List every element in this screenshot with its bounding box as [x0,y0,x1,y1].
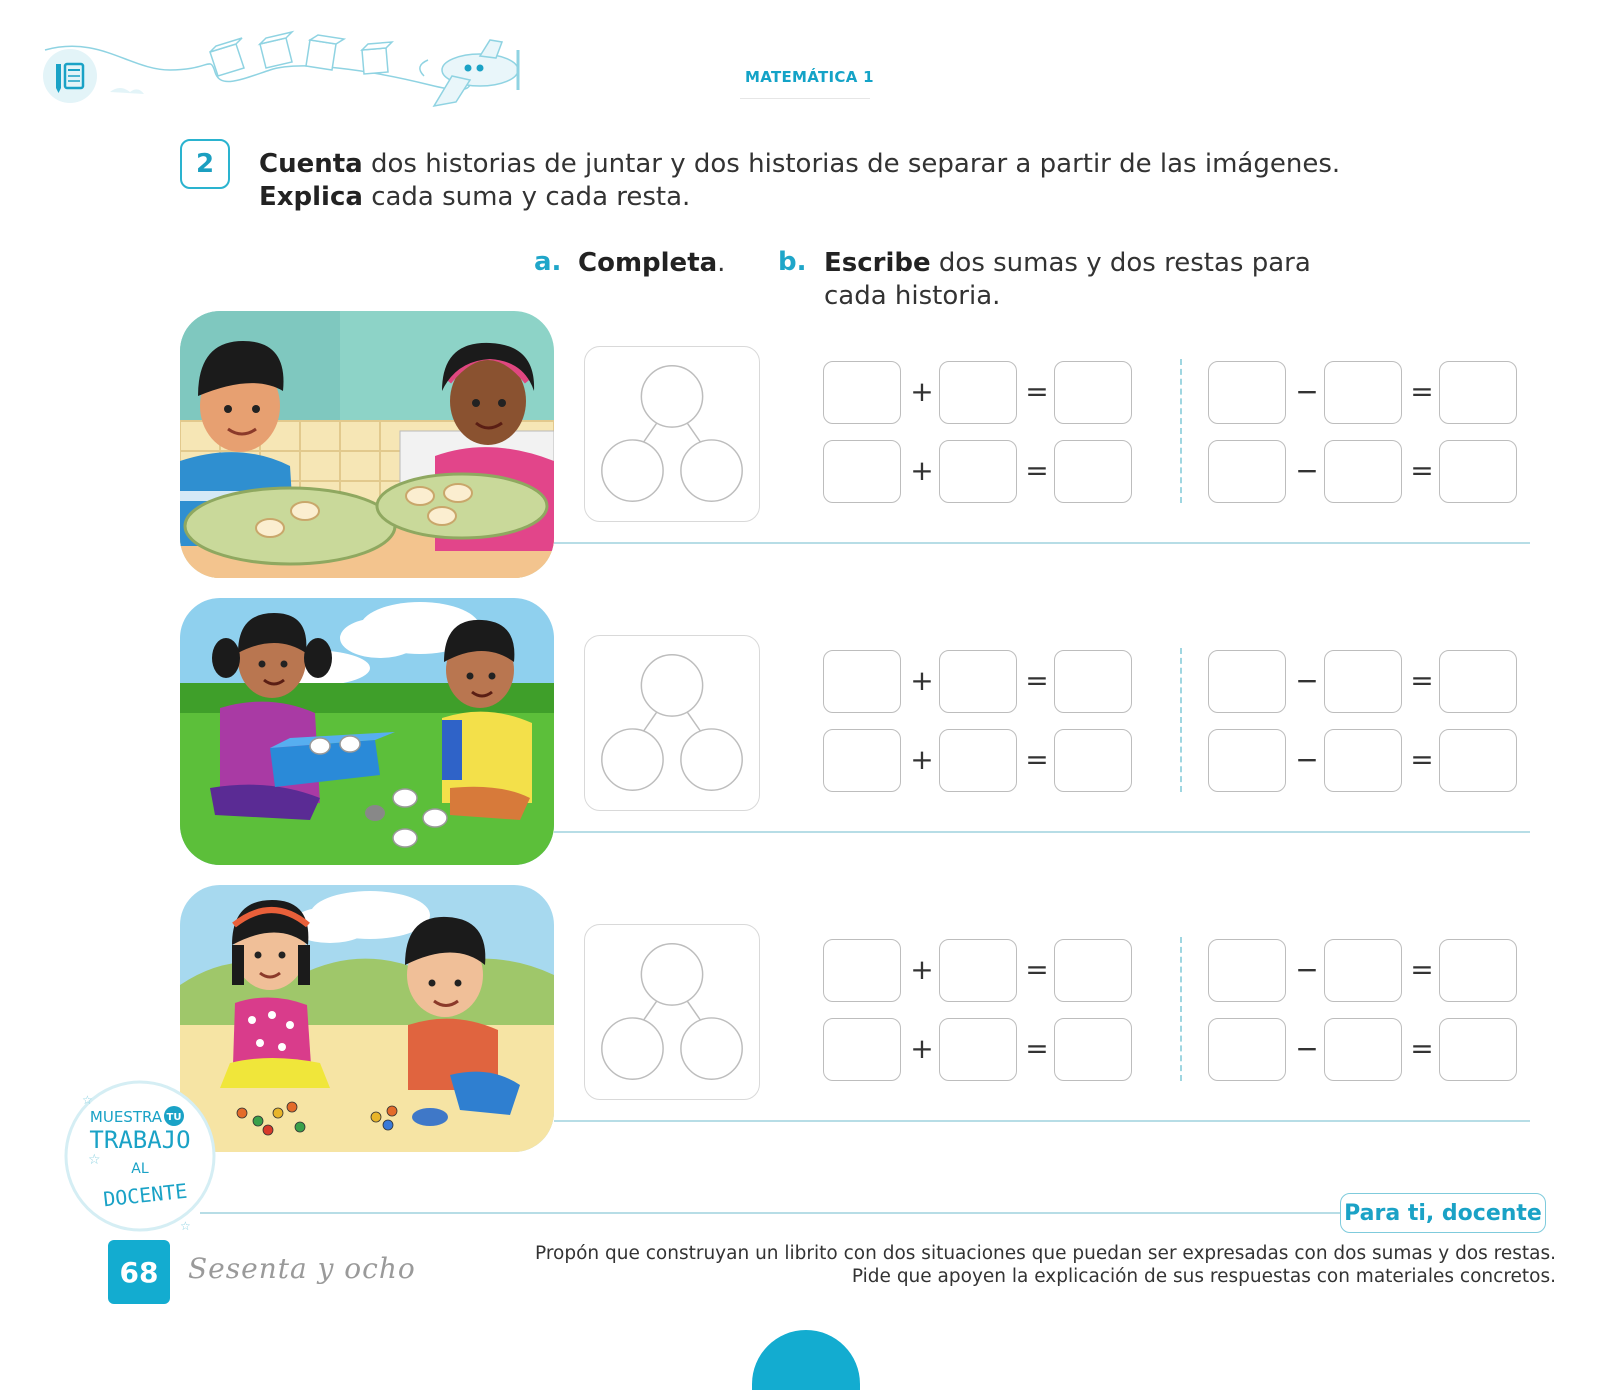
answer-box[interactable] [823,650,901,713]
equals-sign: = [1025,375,1049,408]
task-number: 2 [180,139,230,189]
equals-sign: = [1410,454,1434,487]
answer-box[interactable] [1324,939,1402,1002]
equals-sign: = [1025,953,1049,986]
star-icon: ☆ [82,1093,93,1107]
task-instruction-line-2 [259,181,690,213]
answer-box[interactable] [1054,361,1132,424]
column-divider [1180,359,1182,503]
minus-sign: − [1295,375,1319,408]
stamp-word-3: TRABAJO [89,1126,191,1154]
answer-box[interactable] [1439,729,1517,792]
answer-box[interactable] [1054,939,1132,1002]
subtask-a-rest: . [717,248,726,278]
star-icon: ☆ [88,1152,101,1168]
number-bond-diagram [584,346,760,522]
answer-box[interactable] [1324,650,1402,713]
answer-box[interactable] [1054,729,1132,792]
answer-box[interactable] [939,650,1017,713]
answer-box[interactable] [1324,1018,1402,1081]
answer-box[interactable] [1208,939,1286,1002]
answer-box[interactable] [939,729,1017,792]
answer-box[interactable] [823,939,901,1002]
subtask-a-text [578,247,725,280]
equals-sign: = [1025,1032,1049,1065]
equals-sign: = [1410,1032,1434,1065]
equals-sign: = [1410,743,1434,776]
stamp-word-5: DOCENTE [102,1178,189,1212]
answer-box[interactable] [1054,440,1132,503]
answer-box[interactable] [1324,440,1402,503]
plus-sign: + [910,743,934,776]
docente-label: Para ti, docente [1340,1193,1546,1233]
answer-box[interactable] [939,440,1017,503]
bond-whole-circle [641,944,702,1005]
bond-part-circle [602,440,663,501]
row-separator [554,542,1530,544]
header-decoration [40,30,540,120]
bond-part-circle [602,729,663,790]
equals-sign: = [1025,454,1049,487]
bond-part-circle [681,1018,742,1079]
bottom-tab [752,1330,860,1390]
minus-sign: − [1295,664,1319,697]
airplane-icon [420,40,518,106]
task-text-1: dos historias de juntar y dos historias de separar a partir de las imágenes. [362,149,1341,179]
number-bond-diagram [584,635,760,811]
subtask-a-letter: a. [534,247,562,277]
answer-box[interactable] [823,729,901,792]
subtask-b-rest: dos sumas y dos restas para [930,248,1311,278]
page-number: 68 [108,1240,170,1304]
footer-rule [200,1212,1340,1214]
answer-box[interactable] [1439,361,1517,424]
column-divider [1180,648,1182,792]
cookies-scene-illustration [180,311,554,578]
answer-box[interactable] [1439,650,1517,713]
rabbits-scene-illustration [180,598,554,865]
answer-box[interactable] [1324,729,1402,792]
plus-sign: + [910,1032,934,1065]
minus-sign: − [1295,1032,1319,1065]
plus-sign: + [910,375,934,408]
page-number-words: Sesenta y ocho [188,1252,416,1285]
bond-part-circle [602,1018,663,1079]
task-verb-2: Explica [259,182,363,212]
equals-sign: = [1025,743,1049,776]
marbles-scene-illustration [180,885,554,1152]
show-work-stamp [60,1076,220,1236]
subtask-b-text [824,247,1311,313]
answer-box[interactable] [1439,440,1517,503]
answer-box[interactable] [1208,1018,1286,1081]
bond-whole-circle [641,655,702,716]
subtask-b-verb: Escribe [824,248,931,278]
subject-underline [740,98,870,99]
subject-title: MATEMÁTICA 1 [745,68,874,86]
answer-box[interactable] [1324,361,1402,424]
minus-sign: − [1295,953,1319,986]
subtask-a-verb: Completa [578,248,718,278]
bond-part-circle [681,440,742,501]
equals-sign: = [1410,953,1434,986]
answer-box[interactable] [823,361,901,424]
bond-part-circle [681,729,742,790]
minus-sign: − [1295,454,1319,487]
row-separator [554,1120,1530,1122]
answer-box[interactable] [1054,650,1132,713]
task-instruction-line-1 [259,148,1340,180]
row-separator [554,831,1530,833]
star-icon: ☆ [180,1219,191,1233]
stamp-word-1: MUESTRA [89,1108,163,1126]
equals-sign: = [1410,664,1434,697]
answer-box[interactable] [823,440,901,503]
answer-box[interactable] [939,939,1017,1002]
task-verb-1: Cuenta [259,149,363,179]
answer-box[interactable] [1439,939,1517,1002]
plus-sign: + [910,953,934,986]
subtask-b-rest-2: cada historia. [824,281,1001,311]
subtask-b-letter: b. [778,247,807,277]
column-divider [1180,937,1182,1081]
equals-sign: = [1410,375,1434,408]
equals-sign: = [1025,664,1049,697]
answer-box[interactable] [1208,650,1286,713]
answer-box[interactable] [939,1018,1017,1081]
stamp-word-4: AL [131,1161,149,1177]
plus-sign: + [910,454,934,487]
teacher-note-line-1: Propón que construyan un librito con dos situaciones que puedan ser expresadas con dos sumas y dos restas. [535,1243,1556,1264]
teacher-note-line-2: Pide que apoyen la explicación de sus respuestas con materiales concretos. [851,1266,1556,1287]
cube-icon [210,32,392,76]
answer-box[interactable] [939,361,1017,424]
answer-box[interactable] [1208,729,1286,792]
answer-box[interactable] [1208,361,1286,424]
answer-box[interactable] [823,1018,901,1081]
answer-box[interactable] [1054,1018,1132,1081]
number-bond-diagram [584,924,760,1100]
task-text-2: cada suma y cada resta. [362,182,691,212]
answer-box[interactable] [1208,440,1286,503]
minus-sign: − [1295,743,1319,776]
plus-sign: + [910,664,934,697]
pencil-icon [56,64,61,93]
answer-box[interactable] [1439,1018,1517,1081]
stamp-word-2: TU [166,1112,182,1123]
bond-whole-circle [641,366,702,427]
